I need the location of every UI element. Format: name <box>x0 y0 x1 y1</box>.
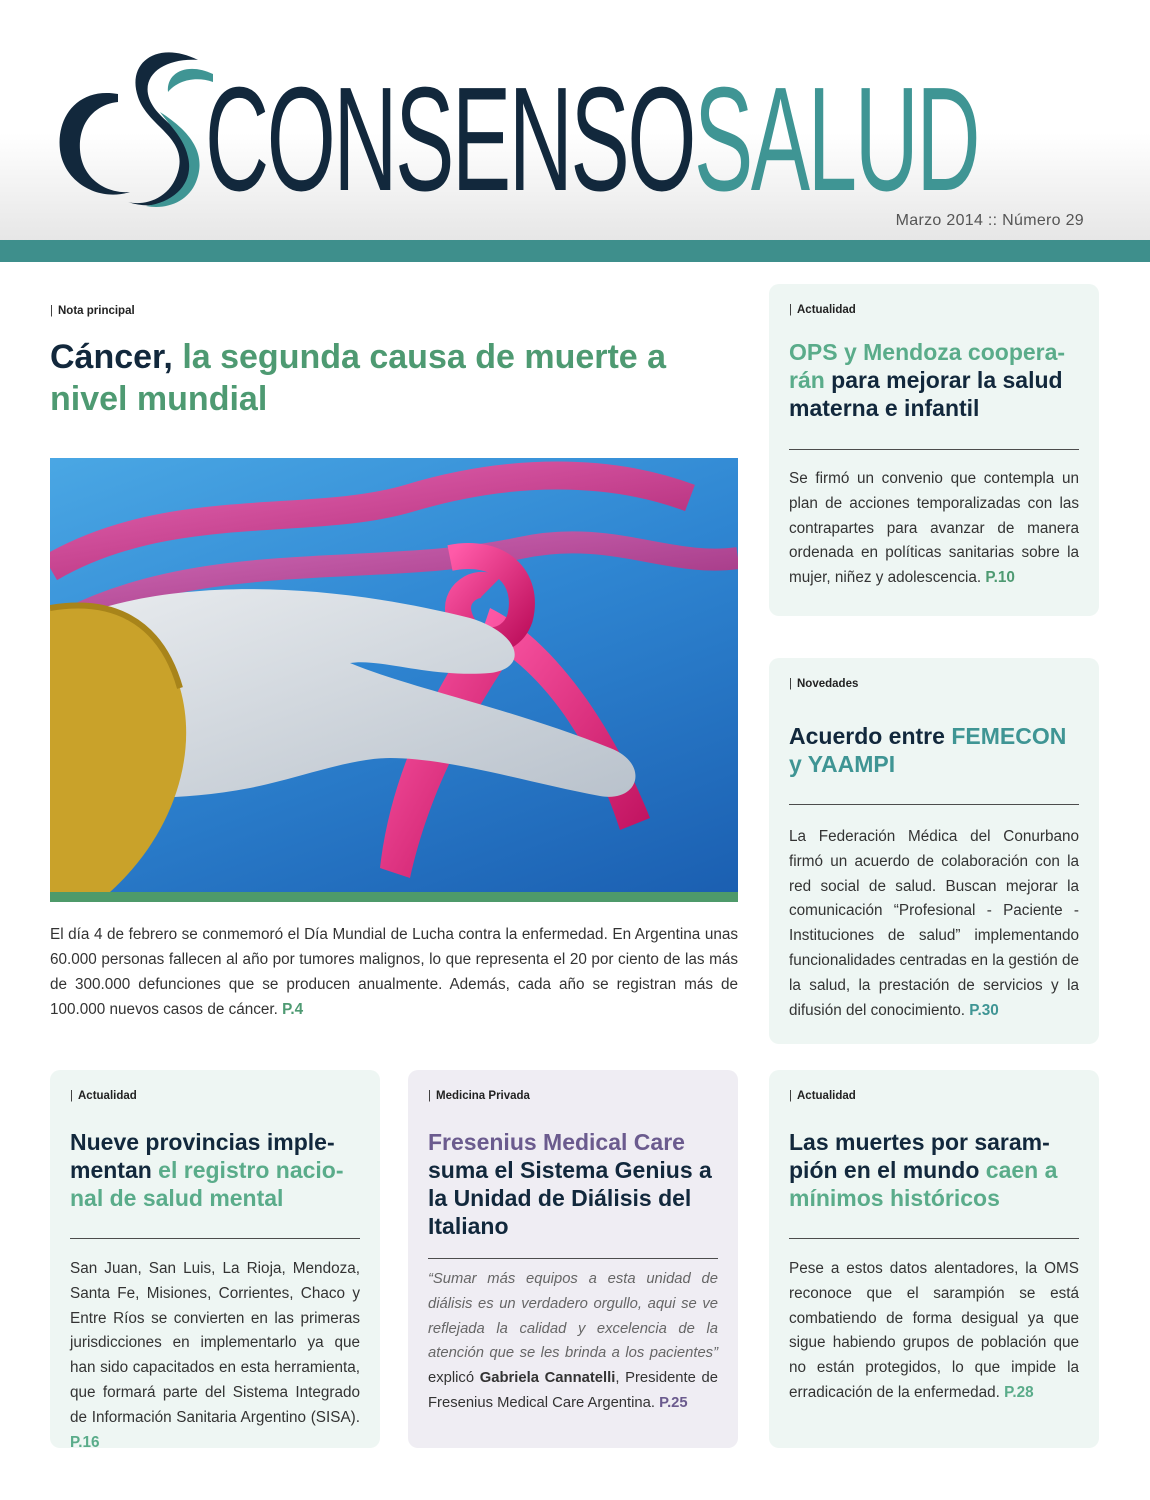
card-body-b: , Presidente de Fresenius Medical Care Argentina. <box>428 1370 718 1411</box>
consenso-salud-logo-icon <box>48 42 218 212</box>
card-text <box>789 1257 1079 1406</box>
brand-salud: SALUD <box>694 57 979 222</box>
main-headline-part1: Cáncer, <box>50 338 183 376</box>
card-divider <box>789 1238 1079 1239</box>
card-divider <box>70 1238 360 1239</box>
pink-ribbon-hand-photo-icon <box>50 458 738 892</box>
card-text <box>789 825 1079 1023</box>
header-divider <box>0 240 1150 262</box>
card-ops-mendoza[interactable] <box>769 284 1099 616</box>
card-title-part1: Acuerdo entre <box>789 723 952 749</box>
photo-underline <box>50 892 738 902</box>
card-registro-salud-mental[interactable] <box>50 1070 380 1451</box>
main-body-text: El día 4 de febrero se conmemoró el Día Mundial de Lucha contra la enfermedad. En Argentina unas 60.000 personas fallecen al año por tumores malignos, lo que representa el 20 por ciento de las más de 300.000 defunciones que se producen anualmente. Además, cada año se registran más de 100.000 nuevos casos de cáncer. <box>50 926 738 1018</box>
card-text <box>70 1257 360 1455</box>
card-femecon-yaampi[interactable] <box>769 658 1099 1044</box>
card-sarampion[interactable] <box>769 1070 1099 1448</box>
card-body: La Federación Médica del Conurbano firmó un acuerdo de colaboración con la red social de salud. Buscan mejorar la comunicación “Profesional - Paciente - Instituciones de salud” implementando funcionalidades centradas en la gestión de la salud, la prestación de servicios y la difusión del conocimiento. <box>789 828 1079 1019</box>
card-title <box>428 1128 718 1240</box>
card-divider <box>789 449 1079 450</box>
card-quote: “Sumar más equipos a esta unidad de diálisis es un verdadero orgullo, aqui se ve reflejada la calidad y excelencia de la atención que se les brinda a los pacientes” <box>428 1271 718 1362</box>
card-page-ref[interactable]: P.10 <box>985 569 1015 587</box>
main-headline[interactable] <box>50 336 740 420</box>
card-page-ref[interactable]: P.28 <box>1004 1383 1034 1401</box>
main-page-ref[interactable]: P.4 <box>282 1001 304 1018</box>
card-title-part1: Fresenius Medical Care <box>428 1129 685 1155</box>
card-kicker: | Actualidad <box>789 304 1079 316</box>
card-page-ref[interactable]: P.16 <box>70 1433 100 1451</box>
main-kicker: | Nota principal <box>50 305 135 317</box>
card-kicker: | Actualidad <box>70 1090 360 1102</box>
card-divider <box>789 804 1079 805</box>
card-body: San Juan, San Luis, La Rioja, Mendoza, Santa Fe, Misiones, Corrientes, Chaco y Entre Ríos se convierten en las primeras jurisdicciones en implementarlo ya que han sido capacitados en esta herramienta, que formará parte del Sistema Integrado de Información Sanitaria Argentino (SISA). <box>70 1260 360 1426</box>
card-title <box>789 1128 1079 1212</box>
card-title-part2: para mejorar la salud materna e infantil <box>789 367 1063 421</box>
card-body: Pese a estos datos alentadores, la OMS reconoce que el sarampión se está combatiendo de forma desigual ya que sigue habiendo grupos de población que no están protegidos, lo que impide la erradicación de la enfermedad. <box>789 1260 1079 1401</box>
main-headline-part2: la segunda causa de muerte a nivel mundial <box>50 338 667 418</box>
card-title-part2: FEMECON y YAAMPI <box>789 723 1067 777</box>
card-kicker: | Actualidad <box>789 1090 1079 1102</box>
card-title <box>789 722 1079 778</box>
card-text <box>428 1267 718 1416</box>
brand-consenso: CONSENSO <box>205 57 695 222</box>
card-text <box>789 467 1079 591</box>
card-kicker: | Medicina Privada <box>428 1090 718 1102</box>
card-body: Se firmó un convenio que contempla un plan de acciones temporalizadas con las contrapartes para avanzar de manera ordenada en políticas sanitarias sobre la mujer, niñez y adolescencia. <box>789 470 1079 587</box>
card-page-ref[interactable]: P.25 <box>659 1394 688 1411</box>
card-page-ref[interactable]: P.30 <box>969 1001 999 1019</box>
main-photo <box>50 458 738 892</box>
card-fresenius[interactable] <box>408 1070 738 1448</box>
card-title-part1: Nueve provincias implementan <box>70 1129 335 1183</box>
card-title-part1: OPS y Mendoza cooperarán <box>789 339 1066 393</box>
card-title <box>789 338 1079 422</box>
card-person: Gabriela Cannatelli <box>479 1370 616 1387</box>
card-divider <box>428 1258 718 1259</box>
card-title-part1: Las muertes por sarampión en el mundo <box>789 1129 1050 1183</box>
card-title-part2: caen a mínimos históricos <box>789 1157 1058 1211</box>
masthead-brand[interactable] <box>205 57 979 222</box>
card-kicker: | Novedades <box>789 678 1079 690</box>
card-title-part2: el registro nacional de salud mental <box>70 1157 344 1211</box>
issue-date: Marzo 2014 :: Número 29 <box>895 212 1084 229</box>
card-body-a: explicó <box>428 1370 480 1387</box>
card-title-part2: suma el Sistema Genius a la Unidad de Diálisis del Italiano <box>428 1157 712 1239</box>
main-body <box>50 922 738 1022</box>
card-title <box>70 1128 360 1212</box>
